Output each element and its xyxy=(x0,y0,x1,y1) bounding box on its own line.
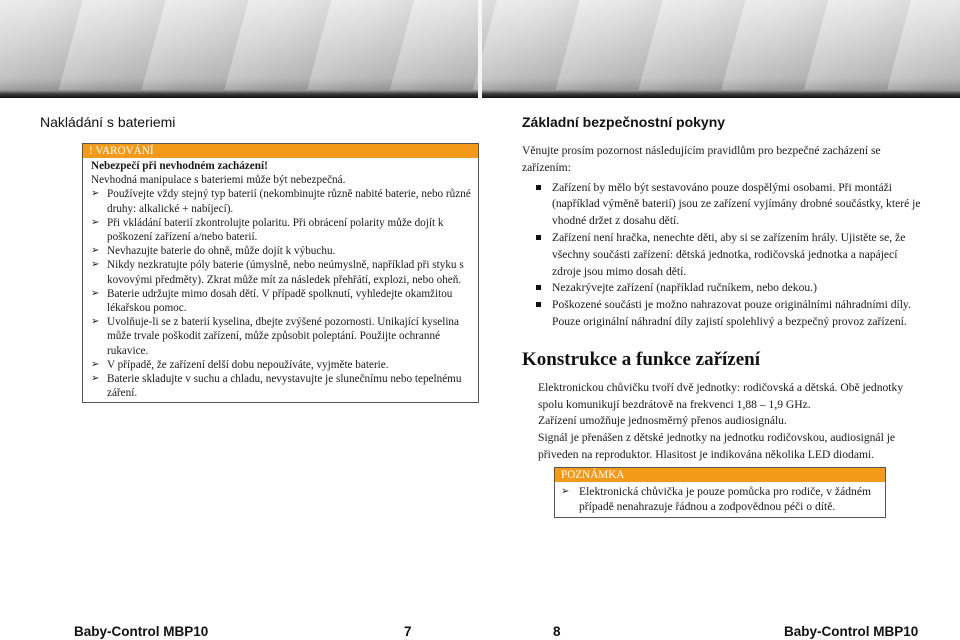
arrow-bullet-icon: ➢ xyxy=(91,245,100,257)
arrow-bullet-icon: ➢ xyxy=(91,358,100,370)
page-gutter xyxy=(478,0,482,98)
safety-list xyxy=(536,180,922,331)
note-box xyxy=(554,467,886,518)
safety-item: Zařízení by mělo být sestavováno pouze dospělými osobami. Při montáži (například výměně baterií) jsou ze zařízení vyjímány drobné součástky, které je vhodné držet z dosahu dětí. xyxy=(536,180,922,230)
warning-intro-line: Nevhodná manipulace s bateriemi může být nebezpečná. xyxy=(91,174,346,187)
left-page xyxy=(40,114,471,403)
header-banner xyxy=(0,0,960,98)
arrow-bullet-icon: ➢ xyxy=(91,216,100,228)
square-bullet-icon xyxy=(536,235,541,240)
safety-item: Nezakrývejte zařízení (například ručníkem, nebo dekou.) xyxy=(536,280,922,297)
warning-item: ➢ V případě, že zařízení delší dobu nepoužíváte, vyjměte baterie. xyxy=(91,358,389,371)
safety-item: Poškozené součásti je možno nahrazovat pouze originálními náhradními díly. Pouze originální náhradní díly zajistí spolehlivý a bezpečný provoz zařízení. xyxy=(536,297,922,331)
description-paragraph: Zařízení umožňuje jednosměrný přenos audiosignálu. xyxy=(538,414,787,428)
arrow-bullet-icon: ➢ xyxy=(91,287,100,299)
warning-item: ➢ Nevhazujte baterie do ohně, může dojít k výbuchu. xyxy=(91,245,336,258)
warning-box xyxy=(82,143,479,403)
construction-description xyxy=(538,380,922,464)
arrow-bullet-icon: ➢ xyxy=(91,188,100,200)
description-paragraph: Signál je přenášen z dětské jednotky na jednotku rodičovskou, audiosignál je přiveden na reproduktor. Hlasitost je indikována několika LED diodami. xyxy=(538,431,896,461)
note-body xyxy=(555,482,885,517)
section-title-safety: Základní bezpečnostní pokyny xyxy=(522,114,726,130)
warning-item: ➢ Baterie udržujte mimo dosah dětí. V případě spolknutí, vyhledejte okamžitou lékařskou pomoc. xyxy=(91,287,453,315)
safety-item: Zařízení není hračka, nenechte děti, aby si se zařízením hrály. Ujistěte se, že všechny součásti zařízení: dětská jednotka, rodičovská jednotka a napájecí zdroje jsou mimo dosah dětí. xyxy=(536,230,922,280)
footer-left-page-number: 7 xyxy=(404,624,412,639)
square-bullet-icon xyxy=(536,285,541,290)
safety-intro: Věnujte prosím pozornost následujícím pravidlům pro bezpečné zacházení se zařízením: xyxy=(522,144,881,174)
warning-item: ➢ Uvolňuje-li se z baterií kyselina, dbejte zvýšené pozornosti. Unikající kyselina může trvale poškodit zařízení, může způsobit poleptání. Použijte ochranné rukavice. xyxy=(91,316,459,357)
right-page xyxy=(522,114,922,518)
arrow-bullet-icon: ➢ xyxy=(91,316,100,328)
footer-right-title: Baby-Control MBP10 xyxy=(784,624,919,639)
warning-item: ➢ Baterie skladujte v suchu a chladu, nevystavujte je slunečnímu nebo tepelnému záření. xyxy=(91,373,462,400)
square-bullet-icon xyxy=(536,302,541,307)
arrow-bullet-icon: ➢ xyxy=(561,485,570,497)
warning-subtitle: Nebezpečí při nevhodném zacházení! xyxy=(91,160,268,172)
warning-item: ➢ Při vkládání baterií zkontrolujte polaritu. Při obrácení polarity může dojít k poškození zařízení a/nebo baterií. xyxy=(91,216,444,244)
arrow-bullet-icon: ➢ xyxy=(91,373,100,385)
warning-label: ! VAROVÁNÍ xyxy=(83,144,478,158)
footer-left-title: Baby-Control MBP10 xyxy=(74,624,209,639)
section-title-batteries: Nakládání s bateriemi xyxy=(40,114,176,130)
warning-item: ➢ Nikdy nezkratujte póly baterie (úmyslně, nebo neúmyslně, například při styku s kovovými předměty). Zkrat může mít za následek přehřátí, explozi, nebo oheň. xyxy=(91,259,464,286)
arrow-bullet-icon: ➢ xyxy=(91,259,100,271)
note-label: POZNÁMKA xyxy=(555,468,885,482)
warning-body xyxy=(83,158,478,402)
note-text: Elektronická chůvička je pouze pomůcka pro rodiče, v žádném případě nenahrazuje řádnou a zodpovědnou péči o dítě. xyxy=(579,484,871,513)
section-title-construction: Konstrukce a funkce zařízení xyxy=(522,348,761,370)
footer-right-page-number: 8 xyxy=(553,624,561,639)
warning-item: ➢ Používejte vždy stejný typ baterií (nekombinujte různě nabité baterie, nebo různé druhy: alkalické + nabíjecí). xyxy=(91,188,471,215)
square-bullet-icon xyxy=(536,185,541,190)
description-paragraph: Elektronickou chůvičku tvoří dvě jednotky: rodičovská a dětská. Obě jednotky spolu komunikují bezdrátově na frekvenci 1,88 – 1,9 GHz. xyxy=(538,380,904,411)
warning-list xyxy=(91,187,472,400)
